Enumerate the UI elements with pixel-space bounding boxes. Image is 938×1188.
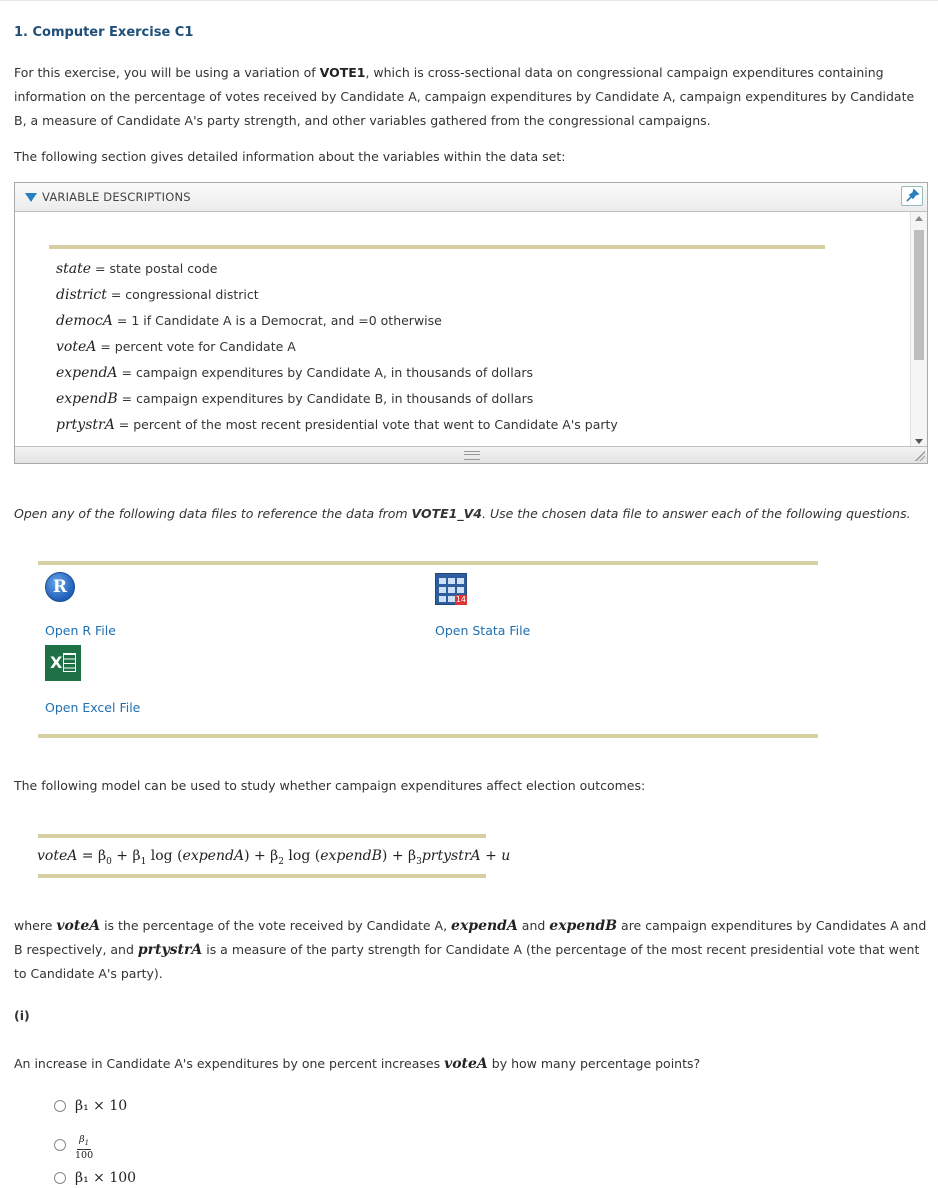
question-title: 1. Computer Exercise C1 [14, 25, 194, 40]
stata-file-icon[interactable]: 14 [435, 573, 467, 605]
gold-rule [38, 734, 818, 738]
radio-button[interactable] [54, 1139, 66, 1151]
open-r-file-link[interactable]: Open R File [45, 623, 116, 638]
r-file-icon[interactable]: R [45, 572, 75, 602]
model-intro: The following model can be used to study whether campaign expenditures affect election outcomes: [14, 778, 646, 793]
answer-option[interactable]: $\frac{\beta_1}{100}$ [54, 1130, 93, 1161]
variable-row: district = congressional district [56, 287, 259, 303]
variable-row: expendA = campaign expenditures by Candidate A, in thousands of dollars [56, 365, 534, 381]
section-intro: The following section gives detailed information about the variables within the data set: [14, 149, 566, 164]
open-stata-file-link[interactable]: Open Stata File [435, 623, 531, 638]
answer-option[interactable]: β₁ × 10 [54, 1098, 127, 1114]
variable-row: democA = 1 if Candidate A is a Democrat, and =0 otherwise [56, 313, 442, 329]
dataset-name: VOTE1 [319, 65, 366, 80]
resize-corner-icon[interactable] [915, 451, 925, 461]
excel-file-icon[interactable]: X [45, 645, 81, 681]
data-files-note: Open any of the following data files to reference the data from VOTE1_V4. Use the chosen data file to answer each of the following questions. [14, 506, 911, 521]
radio-button[interactable] [54, 1172, 66, 1184]
intro-paragraph: For this exercise, you will be using a variation of VOTE1, which is cross-sectional data on congressional campaign expenditures containing information on the percentage of votes received by Candidate A, campaign expenditures by Candidate A, campaign expenditures by Candidate B, a measure of Candidate A's party strength, and other variables gathered from the congressional campaigns. [14, 65, 915, 128]
resize-grip-icon[interactable] [464, 451, 480, 460]
pin-icon[interactable] [901, 186, 923, 206]
part-label: (i) [14, 1008, 30, 1023]
panel-body [15, 212, 911, 448]
panel-scrollbar[interactable] [910, 212, 927, 448]
scroll-down-icon[interactable] [915, 439, 923, 444]
variable-descriptions-panel [14, 182, 928, 464]
scroll-up-icon[interactable] [915, 216, 923, 221]
gold-rule [38, 874, 486, 878]
gold-rule [38, 834, 486, 838]
gold-rule [38, 561, 818, 565]
variable-row: prtystrA = percent of the most recent presidential vote that went to Candidate A's party [56, 417, 618, 433]
panel-header[interactable] [15, 183, 927, 212]
open-excel-file-link[interactable]: Open Excel File [45, 700, 141, 715]
regression-equation: voteA = $\beta_0 + \beta_1$ log (expendA) + $\beta_2$ log (expendB) + $\beta_3prtystrA + u$ [37, 848, 511, 867]
answer-option[interactable]: β₁ × 100 [54, 1170, 136, 1186]
variable-row: state = state postal code [56, 261, 218, 277]
variable-row: voteA = percent vote for Candidate A [56, 339, 296, 355]
model-where-paragraph: where voteA is the percentage of the vote received by Candidate A, expendA and expendB are campaign expenditures by Candidates A and B respectively, and prtystrA is a measure of the party strength for Candidate A (the percentage of the most recent presidential vote that went to Candidate A's party). [14, 918, 927, 981]
scroll-thumb[interactable] [914, 230, 924, 360]
radio-button[interactable] [54, 1100, 66, 1112]
part-question: An increase in Candidate A's expenditures by one percent increases voteA by how many percentage points? [14, 1056, 701, 1072]
panel-footer [15, 446, 927, 463]
top-divider [0, 0, 938, 1]
panel-title: VARIABLE DESCRIPTIONS [42, 190, 191, 204]
collapse-triangle-icon[interactable] [25, 193, 37, 202]
variable-row: expendB = campaign expenditures by Candidate B, in thousands of dollars [56, 391, 534, 407]
gold-rule [49, 245, 825, 249]
